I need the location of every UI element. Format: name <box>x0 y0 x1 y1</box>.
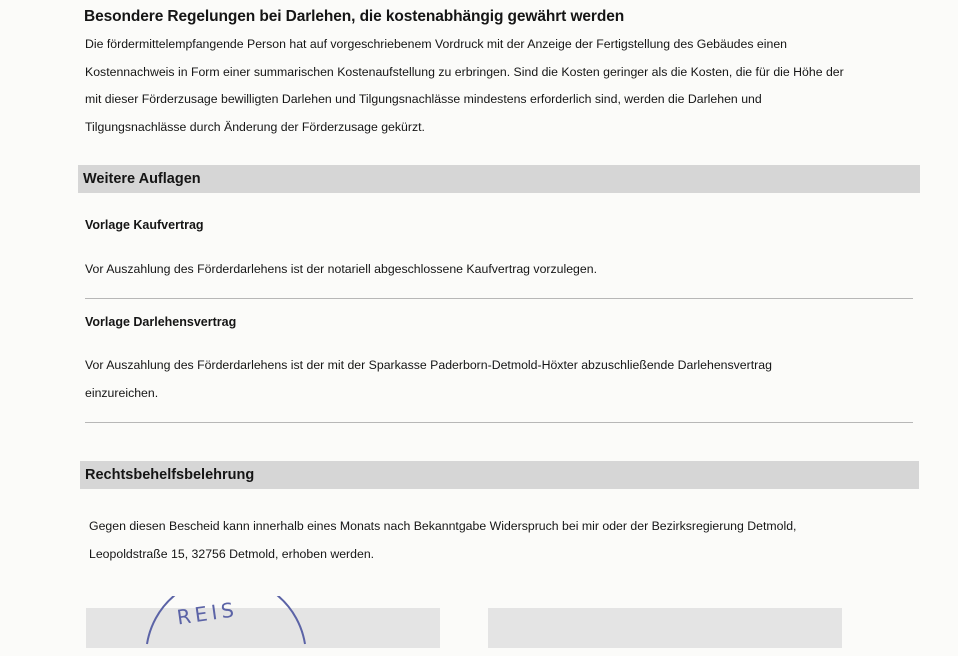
text-line: Vor Auszahlung des Förderdarlehens ist der notariell abgeschlossene Kaufvertrag vorzulegen. <box>85 262 597 276</box>
divider <box>85 422 913 423</box>
text-line: Kostennachweis in Form einer summarischen Kostenaufstellung zu erbringen. Sind die Kosten geringer als die Kosten, die für die Höhe der <box>85 64 844 79</box>
divider <box>85 298 913 299</box>
loan-rules-paragraph <box>85 31 925 141</box>
text-line: Tilgungsnachlässe durch Änderung der Förderzusage gekürzt. <box>85 119 425 134</box>
condition-text-loan-contract <box>85 352 772 407</box>
condition-title-loan-contract: Vorlage Darlehensvertrag <box>85 315 237 329</box>
text-line: Leopoldstraße 15, 32756 Detmold, erhoben werden. <box>89 546 375 561</box>
text-line: einzureichen. <box>85 385 159 400</box>
section-heading-legal-remedy: Rechtsbehelfsbelehrung <box>80 461 919 489</box>
signature-area-right <box>488 608 842 648</box>
text-line: mit dieser Förderzusage bewilligten Darlehen und Tilgungsnachlässe mindestens erforderlich sind, werden die Darlehen und <box>85 92 762 106</box>
condition-title-purchase-contract: Vorlage Kaufvertrag <box>85 218 204 232</box>
text-line: Gegen diesen Bescheid kann innerhalb eines Monats nach Bekanntgabe Widerspruch bei mir oder der Bezirksregierung Detmold, <box>89 519 797 533</box>
section-title-loan-rules: Besondere Regelungen bei Darlehen, die kostenabhängig gewährt werden <box>84 8 625 25</box>
section-heading-conditions: Weitere Auflagen <box>78 165 920 193</box>
text-line: Die fördermittelempfangende Person hat auf vorgeschriebenem Vordruck mit der Anzeige der Fertigstellung des Gebäudes einen <box>85 37 788 51</box>
text-line: Vor Auszahlung des Förderdarlehens ist der mit der Sparkasse Paderborn-Detmold-Höxter abzuschließende Darlehensvertrag <box>85 358 772 372</box>
legal-remedy-paragraph <box>89 513 796 568</box>
svg-text:REIS: REIS <box>175 597 240 630</box>
official-seal-stamp <box>125 596 325 656</box>
condition-text-purchase-contract <box>85 256 597 284</box>
